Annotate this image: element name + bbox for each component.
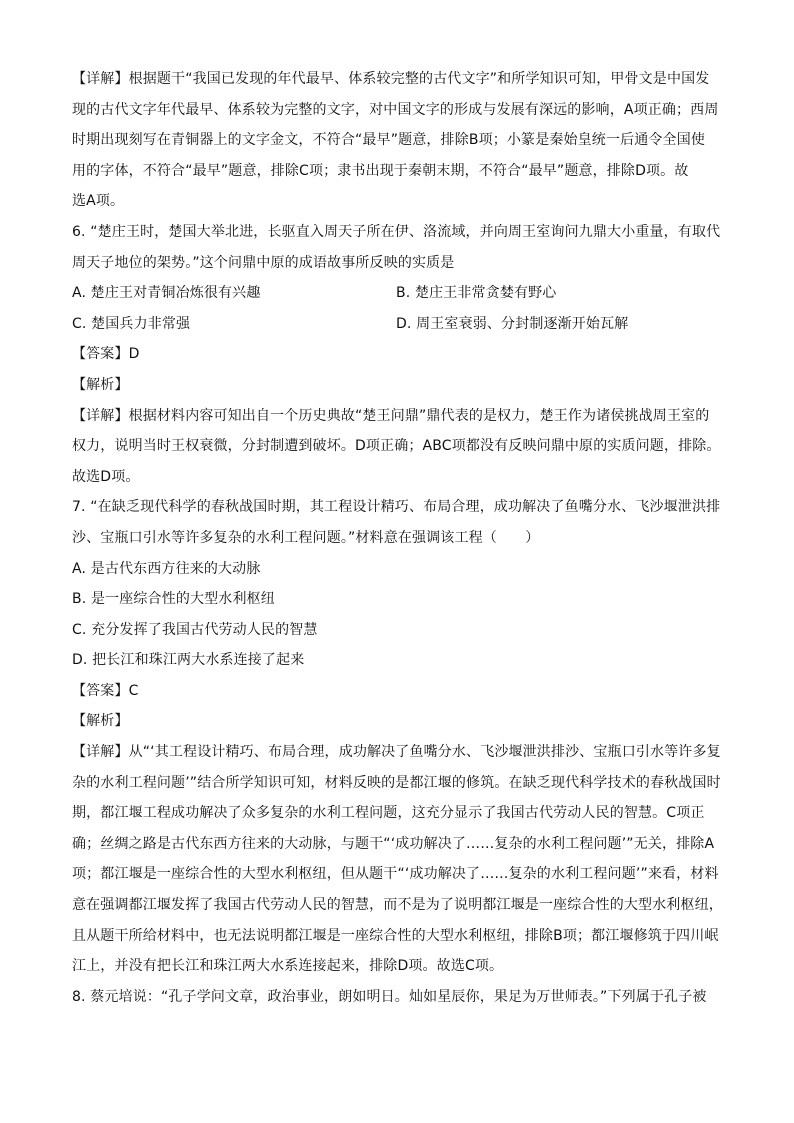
text-line: 且从题干所给材料中，也无法说明都江堰是一座综合性的大型水利枢纽，排除B项；都江堰修筑于四川岷 (72, 927, 719, 944)
text-line: 时期出现刻写在青铜器上的文字金文，不符合“最早”题意，排除B项；小篆是秦始皇统一后通令全国使 (72, 132, 706, 149)
option-d: D. 周王室衰弱、分封制逐渐开始瓦解 (396, 315, 629, 332)
option-b: B. 楚庄王非常贪婪有野心 (396, 285, 557, 302)
analysis-label: 【解析】 (72, 713, 129, 730)
q5-detail (72, 64, 726, 217)
text-line: 意在强调都江堰发挥了我国古代劳动人民的智慧，而不是为了说明都江堰是一座综合性的大型水利枢纽， (72, 897, 723, 914)
text-line: 杂的水利工程问题’”结合所学知识可知，材料反映的是都江堰的修筑。在缺乏现代科学技术的春秋战国时 (72, 774, 721, 791)
option-d: D. 把长江和珠江两大水系连接了起来 (72, 652, 305, 669)
option-b: B. 是一座综合性的大型水利枢纽 (72, 591, 275, 608)
text-line: 故选D项。 (72, 468, 140, 485)
answer-label: 【答案】C (72, 682, 139, 699)
text-line: 项；都江堰是一座综合性的大型水利枢纽，但从题干“‘成功解决了……复杂的水利工程问题’”来看，材料 (72, 866, 719, 883)
question-8 (72, 982, 726, 1013)
document-page (72, 64, 726, 1012)
text-line: 江上，并没有把长江和珠江两大水系连接起来，排除D项。故选C项。 (72, 958, 504, 975)
text-line: 现的古代文字年代最早、体系较为完整的文字，对中国文字的形成与发展有深远的影响，A项正确；西周 (72, 101, 719, 118)
option-a: A. 是古代东西方往来的大动脉 (72, 560, 261, 577)
text-line: 确；丝绸之路是古代东西方往来的大动脉，与题干“‘成功解决了……复杂的水利工程问题’”无关，排除A (72, 835, 715, 852)
options-row (72, 278, 726, 309)
answer-label: 【答案】D (72, 346, 140, 363)
option-c: C. 充分发挥了我国古代劳动人民的智慧 (72, 621, 318, 638)
text-line: 【详解】从“‘其工程设计精巧、布局合理，成功解决了鱼嘴分水、飞沙堰泄洪排沙、宝瓶口引水等许多复 (72, 744, 721, 761)
question-stem: 周天子地位的架势。”这个问鼎中原的成语故事所反映的实质是 (72, 254, 455, 271)
text-line: 【详解】根据材料内容可知出自一个历史典故“楚王问鼎”鼎代表的是权力，楚王作为诸侯挑战周王室的 (72, 407, 710, 424)
text-line: 【详解】根据题干“我国已发现的年代最早、体系较完整的古代文字”和所学知识可知，甲骨文是中国发 (72, 71, 710, 87)
options-row (72, 309, 726, 340)
question-7 (72, 492, 726, 982)
option-a: A. 楚庄王对青铜冶炼很有兴趣 (72, 285, 261, 302)
text-line: 权力，说明当时王权衰微，分封制遭到破坏。D项正确；ABC项都没有反映问鼎中原的实质问题，排除。 (72, 438, 721, 455)
option-c: C. 楚国兵力非常强 (72, 315, 191, 332)
question-stem: 6. “楚庄王时，楚国大举北进，长驱直入周天子所在伊、洛流域，并向周王室询问九鼎大小重量，有取代 (72, 223, 721, 240)
text-line: 用的字体，不符合“最早”题意，排除C项；隶书出现于秦朝末期，不符合“最早”题意，排除D项。故 (72, 162, 689, 179)
text-line: 选A项。 (72, 193, 125, 210)
analysis-label: 【解析】 (72, 376, 129, 393)
question-stem: 8. 蔡元培说：“孔子学问文章，政治事业，朗如明日。灿如星辰你，果足为万世师表。”下列属于孔子被 (72, 988, 707, 1005)
question-6 (72, 217, 726, 492)
text-line: 期，都江堰工程成功解决了众多复杂的水利工程问题，这充分显示了我国古代劳动人民的智慧。C项正 (72, 805, 705, 822)
question-stem: 7. “在缺乏现代科学的春秋战国时期，其工程设计精巧、布局合理，成功解决了鱼嘴分水、飞沙堰泄洪排 (72, 499, 721, 516)
question-stem: 沙、宝瓶口引水等许多复杂的水利工程问题。”材料意在强调该工程（ ） (72, 529, 540, 546)
